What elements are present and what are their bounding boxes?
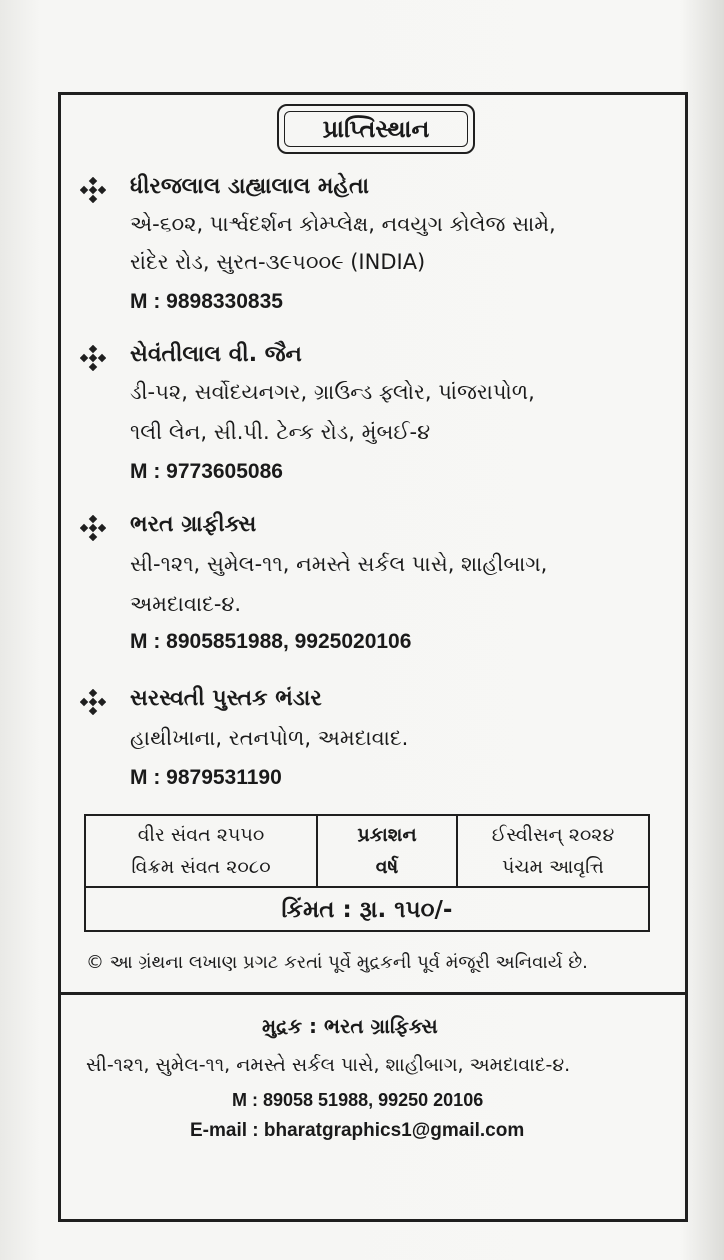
- publication-year-label-cell: [318, 816, 458, 886]
- year-label: વર્ષ: [375, 856, 399, 878]
- entry-name: ભરત ગ્રાફીક્સ: [130, 512, 257, 537]
- publication-table: [84, 814, 650, 932]
- edition-cell: [458, 816, 648, 886]
- page-title: પ્રાપ્તિસ્થાન: [284, 111, 468, 147]
- printer-mobile: M : 89058 51988, 99250 20106: [232, 1090, 484, 1110]
- price: કિંમત : રૂા. ૧૫૦/-: [86, 886, 648, 932]
- edition-label: પંચમ આવૃત્તિ: [502, 856, 604, 878]
- diamond-ornament-icon: [80, 177, 106, 203]
- printer-address: સી-૧૨૧, સુમેલ-૧૧, નમસ્તે સર્કલ પાસે, શાહીબાગ, અમદાવાદ-૪.: [86, 1054, 571, 1076]
- entry-mobile: M : 8905851988, 9925020106: [130, 630, 412, 653]
- copyright-notice: © આ ગ્રંથના લખાણ પ્રગટ કરતાં પૂર્વે મુદ્રકની પૂર્વ મંજૂરી અનિવાર્ય છે.: [86, 952, 588, 973]
- entry-address-line: ૧લી લેન, સી.પી. ટેન્ક રોડ, મુંબઈ-૪: [130, 420, 431, 444]
- diamond-ornament-icon: [80, 515, 106, 541]
- entry-address-line: એ-૬૦૨, પાર્શ્વદર્શન કોમ્પ્લેક્ષ, નવયુગ કોલેજ સામે,: [130, 212, 556, 236]
- entry-mobile: M : 9773605086: [130, 460, 283, 483]
- entry-mobile: M : 9898330835: [130, 290, 283, 313]
- entry-address-line: સી-૧૨૧, સુમેલ-૧૧, નમસ્તે સર્કલ પાસે, શાહીબાગ,: [130, 552, 548, 576]
- divider: [58, 992, 688, 995]
- diamond-ornament-icon: [80, 689, 106, 715]
- entry-name: સેવંતીલાલ વી. જૈન: [130, 342, 302, 367]
- diamond-ornament-icon: [80, 345, 106, 371]
- entry-address-line: અમદાવાદ-૪.: [130, 592, 242, 616]
- publication-label: પ્રકાશન: [357, 824, 417, 846]
- entry-address-line: રાંદેર રોડ, સુરત-૩૯૫૦૦૯ (INDIA): [130, 250, 426, 274]
- entry-address-line: ડી-૫૨, સર્વોદયનગર, ગ્રાઉન્ડ ફ્લોર, પાંજરાપોળ,: [130, 380, 535, 404]
- printer-email: E-mail : bharatgraphics1@gmail.com: [190, 1120, 525, 1141]
- title-box: [277, 104, 475, 154]
- entry-name: સરસ્વતી પુસ્તક ભંડાર: [130, 686, 322, 711]
- entry-address-line: હાથીખાના, રતનપોળ, અમદાવાદ.: [130, 726, 409, 750]
- entry-name: ધીરજલાલ ડાહ્યાલાલ મહેતા: [130, 174, 370, 199]
- veer-samvat: વીર સંવત ૨૫૫૦: [137, 824, 265, 846]
- isvisan-year: ઈસ્વીસન્ ૨૦૨૪: [491, 824, 615, 846]
- samvat-cell: [86, 816, 318, 886]
- vikram-samvat: વિક્રમ સંવત ૨૦૮૦: [131, 856, 271, 878]
- printer-title: મુદ્રક : ભરત ગ્રાફિક્સ: [262, 1014, 438, 1038]
- entry-mobile: M : 9879531190: [130, 766, 282, 789]
